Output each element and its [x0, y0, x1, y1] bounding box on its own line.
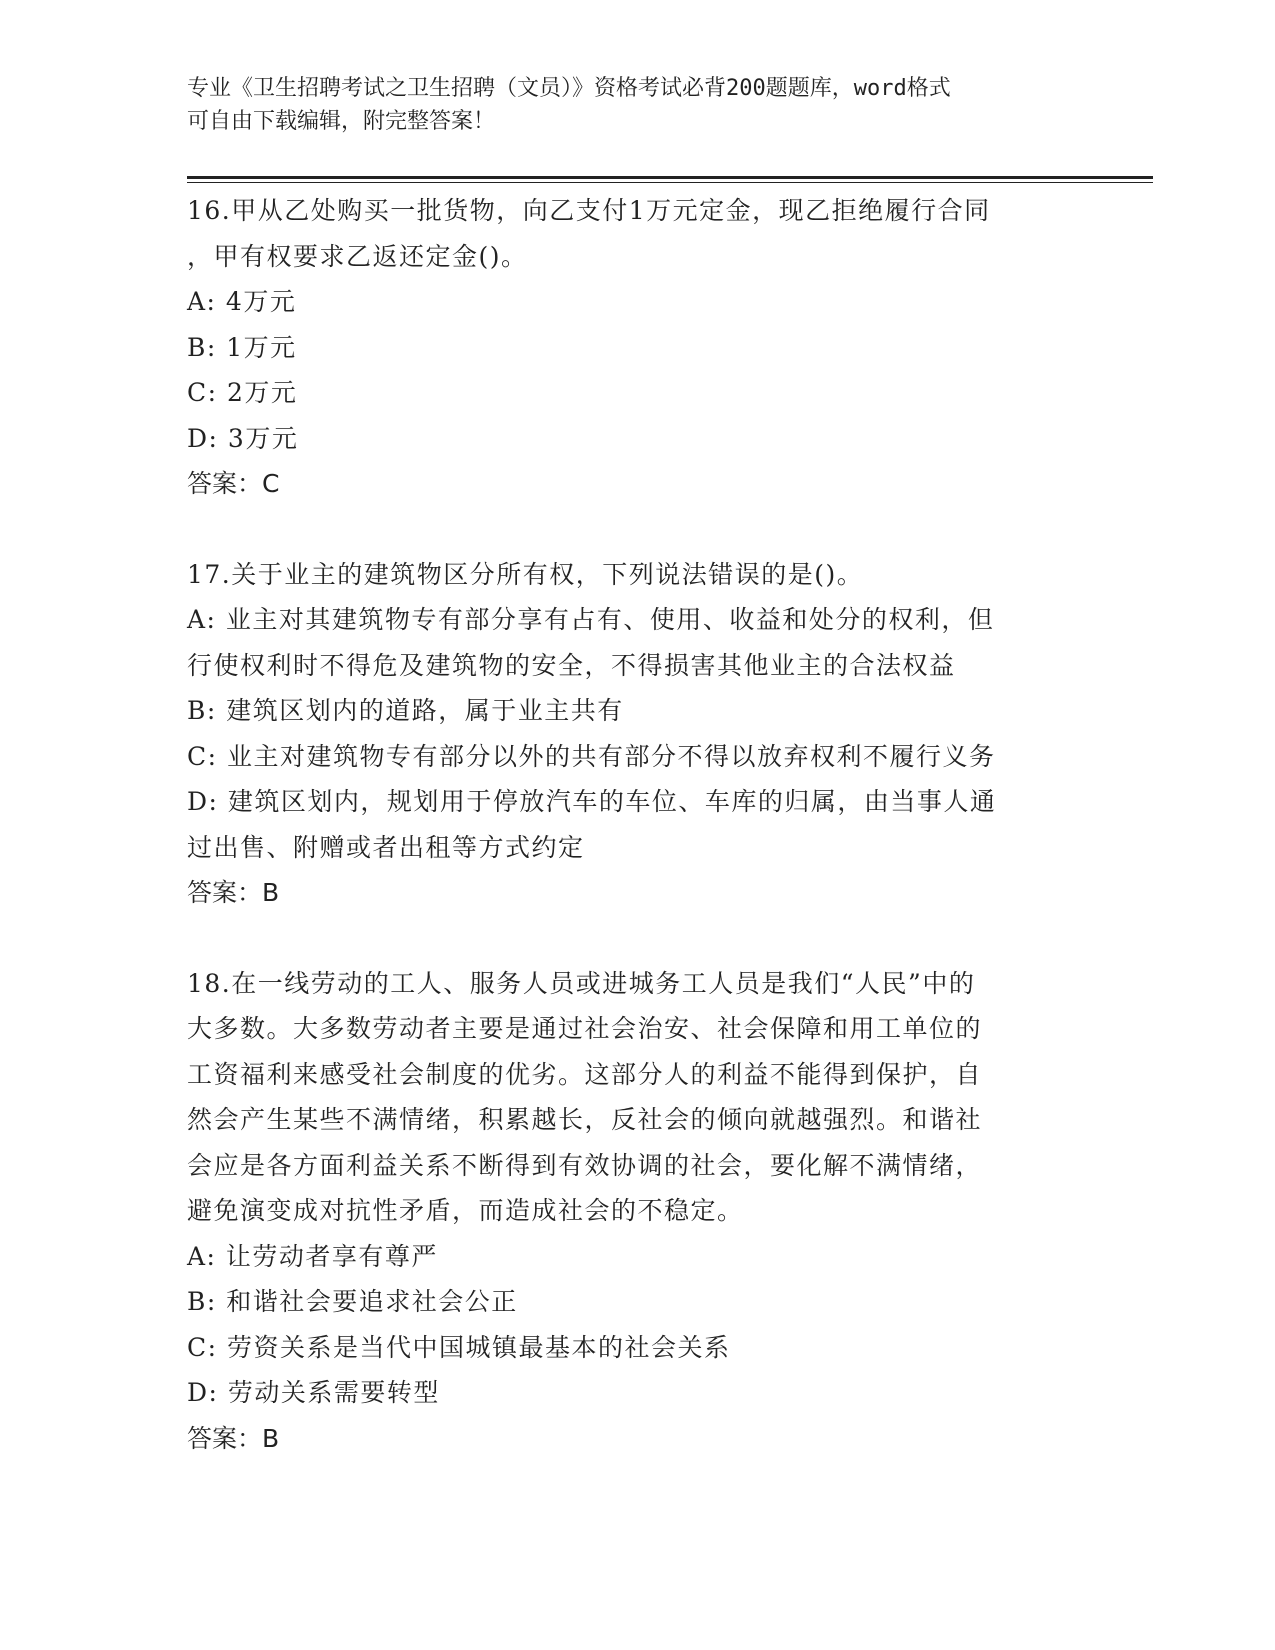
option-a: A: 让劳动者享有尊严 [187, 1241, 438, 1271]
question-stem-line: 会应是各方面利益关系不断得到有效协调的社会，要化解不满情绪， [187, 1150, 983, 1180]
option-a: A: 4万元 [187, 287, 297, 316]
option-a: A: 业主对其建筑物专有部分享有占有、使用、收益和处分的权利，但 [187, 605, 995, 634]
option-b: B: 1万元 [187, 332, 297, 362]
question-18 [187, 961, 1087, 1462]
option-c: C: 2万元 [187, 378, 298, 407]
question-16 [187, 188, 1087, 507]
option-c: C: 业主对建筑物专有部分以外的共有部分不得以放弃权利不履行义务 [187, 741, 996, 771]
header-title-line-1: 专业《卫生招聘考试之卫生招聘（文员）》资格考试必背200题题库，word格式 [187, 76, 951, 101]
question-stem-line: 16.甲从乙处购买一批货物，向乙支付1万元定金，现乙拒绝履行合同 [187, 196, 991, 225]
option-d: D: 3万元 [187, 423, 299, 453]
question-stem-line: 大多数。大多数劳动者主要是通过社会治安、社会保障和用工单位的 [187, 1014, 983, 1043]
header-divider-thin [187, 182, 1153, 183]
option-c: C: 劳资关系是当代中国城镇最基本的社会关系 [187, 1332, 731, 1362]
option-d: D: 劳动关系需要转型 [187, 1378, 440, 1407]
question-17 [187, 552, 1087, 916]
option-d-continued: 过出售、附赠或者出租等方式约定 [187, 832, 585, 862]
option-a-continued: 行使权利时不得危及建筑物的安全，不得损害其他业主的合法权益 [187, 650, 956, 680]
question-list [187, 188, 1087, 1506]
option-b: B: 建筑区划内的道路，属于业主共有 [187, 696, 624, 725]
answer-label: 答案：B [187, 1423, 280, 1453]
question-stem-line: 工资福利来感受社会制度的优劣。这部分人的利益不能得到保护，自 [187, 1059, 983, 1089]
option-d: D: 建筑区划内，规划用于停放汽车的车位、车库的归属，由当事人通 [187, 787, 997, 816]
header-divider-thick [187, 176, 1153, 179]
answer-label: 答案：B [187, 878, 280, 907]
answer-label: 答案：C [187, 469, 280, 498]
question-stem-line: ，甲有权要求乙返还定金()。 [187, 241, 528, 271]
header-title-line-2: 可自由下载编辑，附完整答案！ [187, 109, 496, 134]
question-stem-line: 18.在一线劳动的工人、服务人员或进城务工人员是我们“人民”中的 [187, 968, 976, 998]
document-header [187, 72, 1067, 138]
option-b: B: 和谐社会要追求社会公正 [187, 1287, 518, 1316]
question-stem-line: 17.关于业主的建筑物区分所有权，下列说法错误的是()。 [187, 559, 864, 589]
question-stem-line: 避免演变成对抗性矛盾，而造成社会的不稳定。 [187, 1196, 744, 1225]
question-stem-line: 然会产生某些不满情绪，积累越长，反社会的倾向就越强烈。和谐社 [187, 1105, 983, 1134]
